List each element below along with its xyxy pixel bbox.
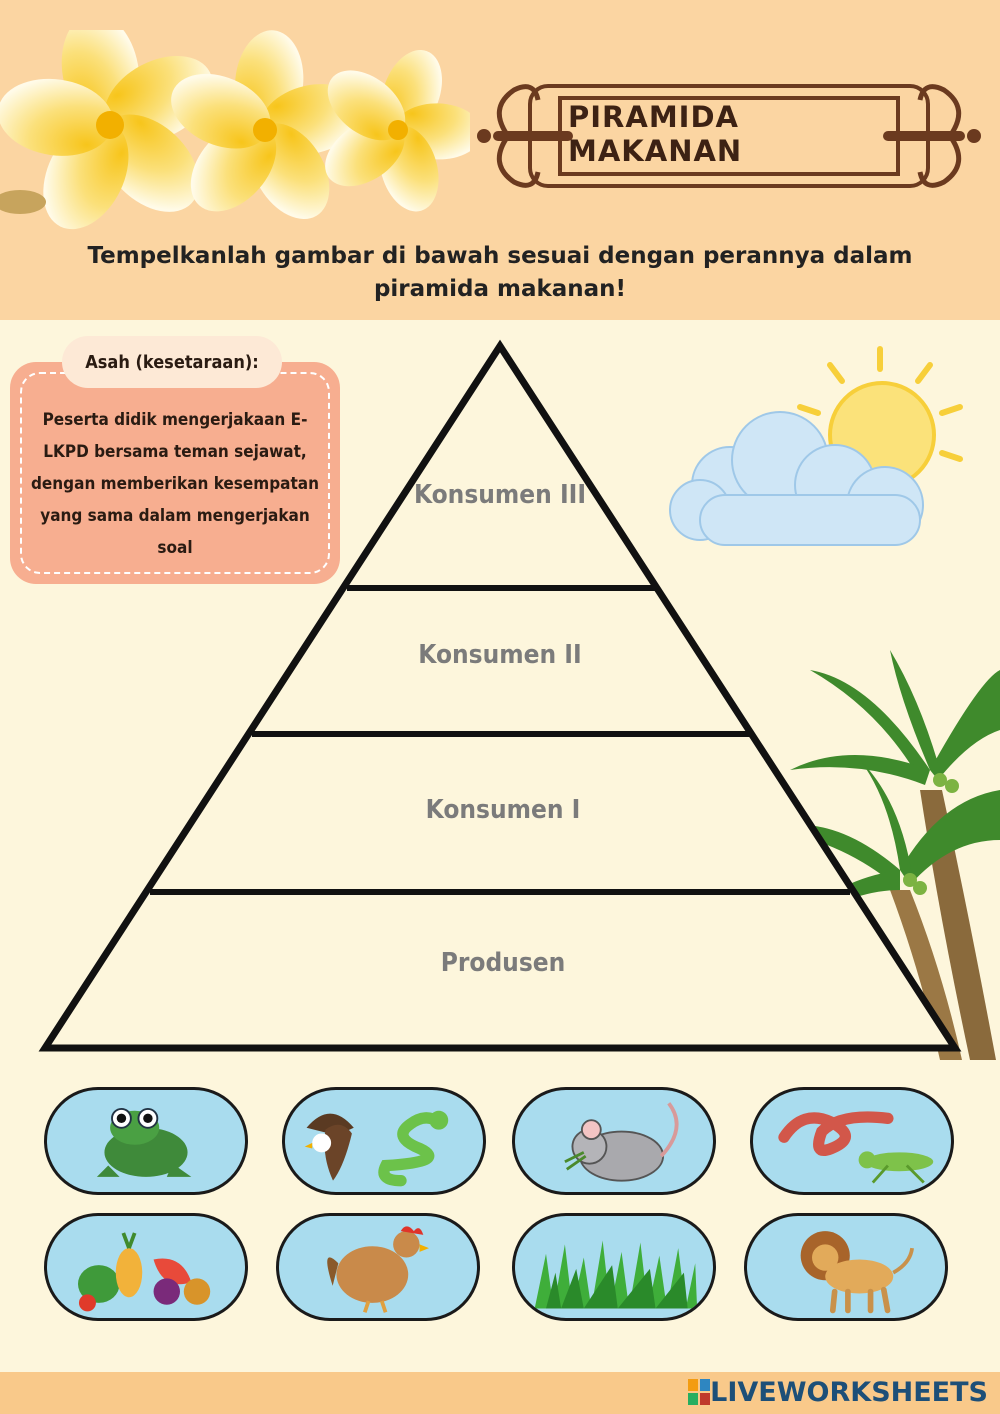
card-worm-grasshopper[interactable] <box>750 1087 954 1195</box>
grass-icon <box>515 1216 713 1318</box>
frog-icon <box>47 1090 245 1192</box>
chicken-icon <box>279 1216 477 1318</box>
eagle-snake-icon <box>285 1090 483 1192</box>
pyramid-level-konsumen-2: Konsumen II <box>418 640 582 670</box>
pyramid-level-produsen: Produsen <box>440 948 566 978</box>
card-eagle-snake[interactable] <box>282 1087 486 1195</box>
mouse-icon <box>515 1090 713 1192</box>
liveworksheets-brand: LIVEWORKSHEETS <box>710 1376 988 1408</box>
card-lion[interactable] <box>744 1213 948 1321</box>
card-chicken[interactable] <box>276 1213 480 1321</box>
card-mouse[interactable] <box>512 1087 716 1195</box>
lion-icon <box>747 1216 945 1318</box>
card-frog[interactable] <box>44 1087 248 1195</box>
card-grass[interactable] <box>512 1213 716 1321</box>
note-tag: Asah (kesetaraan): <box>62 336 282 388</box>
liveworksheets-logo[interactable] <box>688 1374 988 1410</box>
note-text: Peserta didik mengerjakaan E-LKPD bersama teman sejawat, dengan memberikan kesempatan yang sama dalam mengerjakan soal <box>30 410 320 558</box>
liveworksheets-logo-icon <box>688 1379 710 1405</box>
vegetables-fruits-icon <box>47 1216 245 1318</box>
frangipani-flowers-icon <box>0 30 470 230</box>
pyramid-level-konsumen-3: Konsumen III <box>413 480 587 510</box>
worm-grasshopper-icon <box>753 1090 951 1192</box>
instruction-text: Tempelkanlah gambar di bawah sesuai dengan perannya dalam piramida makanan! <box>87 243 913 302</box>
pyramid-level-konsumen-1: Konsumen I <box>425 795 581 825</box>
card-vegetables-fruits[interactable] <box>44 1213 248 1321</box>
page-title: PIRAMIDA MAKANAN <box>568 100 743 168</box>
